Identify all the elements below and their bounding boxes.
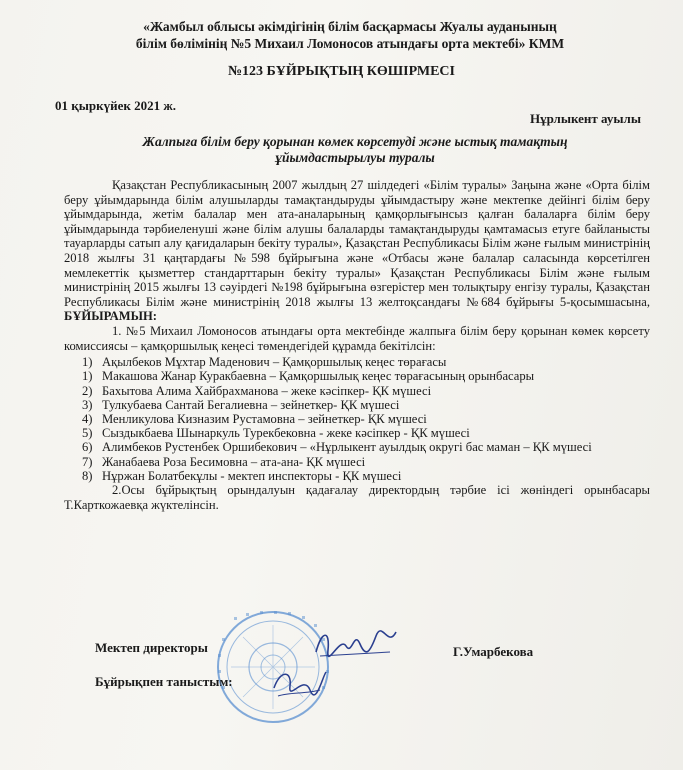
document-date: 01 қыркүйек 2021 ж. bbox=[55, 98, 177, 113]
point-2: 2.Осы бұйрықтың орындалуын қадағалау директордың тәрбие ісі жөніндегі орынбасары Т.Карткожаевқа жүктелінсін. bbox=[64, 482, 650, 512]
member-number: 3) bbox=[82, 397, 93, 412]
commission-members-list bbox=[64, 355, 650, 483]
org-line-2: білім бөлімінің №5 Михаил Ломоносов атындағы орта мектебі» КММ bbox=[135, 36, 565, 51]
document-body bbox=[64, 178, 650, 512]
document-title: №123 БҰЙРЫҚТЫҢ КӨШІРМЕСІ bbox=[227, 64, 455, 79]
director-signature bbox=[310, 622, 400, 666]
member-item bbox=[64, 369, 650, 383]
member-item bbox=[64, 455, 650, 469]
preamble-paragraph bbox=[64, 178, 650, 324]
member-number: 1) bbox=[82, 355, 93, 370]
member-text: Тулкубаева Сантай Бегалиевна – зейнеткер- ҚК мүшесі bbox=[102, 397, 400, 412]
subject-line-2: ұйымдастырылуы туралы bbox=[275, 150, 435, 165]
member-item bbox=[64, 426, 650, 440]
member-text: Менликулова Кизназим Рустамовна – зейнеткер- ҚК мүшесі bbox=[102, 411, 427, 426]
member-number: 2) bbox=[82, 383, 93, 398]
member-text: Сыздыкбаева Шынаркуль Турекбековна - жеке кәсіпкер - ҚК мүшесі bbox=[102, 426, 470, 441]
director-name: Г.Умарбекова bbox=[453, 644, 534, 659]
member-text: Алимбеков Рустенбек Оршибекович – «Нұрлыкент ауылдық округі бас маман – ҚК мүшесі bbox=[102, 440, 592, 455]
organization-header bbox=[70, 18, 630, 52]
document-place: Нұрлыкент ауылы bbox=[530, 111, 641, 126]
director-label: Мектеп директоры bbox=[95, 640, 208, 655]
member-number: 6) bbox=[82, 440, 93, 455]
document-subject bbox=[70, 134, 640, 166]
member-text: Макашова Жанар Куракбаевна – Қамқоршылық кеңес төрағасының орынбасары bbox=[102, 369, 535, 384]
subject-line-1: Жалпыға білім беру қорынан көмек көрсетуді және ыстық тамақтың bbox=[142, 134, 568, 149]
order-word: БҰЙЫРАМЫН: bbox=[64, 309, 158, 324]
member-number: 4) bbox=[82, 411, 93, 426]
member-item bbox=[64, 469, 650, 483]
member-number: 1) bbox=[82, 369, 93, 384]
member-item bbox=[64, 412, 650, 426]
acknowledgment-label: Бұйрықпен таныстым: bbox=[95, 674, 233, 689]
preamble-text: Қазақстан Республикасының 2007 жылдың 27 шілдедегі «Білім туралы» Заңына және «Орта білім беру ұйымдарында білім алушыларды тамақтандыруды ұйымдастыру және мектепке дейінгі білім беру ұйымдарында, жетім балалар мен ата-аналарының қамқорлығынсыз қалған балаларға білім беру ұйымдарында тәрбиеленушi және білім алушы балаларды тамақтандыруды қамтамасыз етуге байланысты тауарларды сатып алу қағидаларын бекіту туралы», Қазақстан Республикасы Білім және ғылым министрінің 2018 жылғы 31 қаңтардағы №598 бұйрығына және «Отбасы және балалар саласында көрсетілген мемлекеттік қызметтер стандарттарын бекіту туралы» Қазақстан Республикасы Білім және ғылым министрінің 2015 жылғы 13 сәуірдегі №198 бұйрығына өзгерістер мен толықтыру енгізу туралы, Қазақстан Республикасы Білім және министрінің 2018 жылғы 13 желтоқсандағы №684 бұйрығы 5-қосымшасына, bbox=[64, 178, 650, 309]
member-text: Бахытова Алима Хайбрахманова – жеке кәсіпкер- ҚК мүшесі bbox=[102, 383, 432, 398]
member-text: Ақылбеков Мұхтар Маденович – Қамқоршылық кеңес төрағасы bbox=[102, 355, 447, 370]
acknowledgment-signature bbox=[270, 664, 330, 704]
member-item bbox=[64, 384, 650, 398]
member-item bbox=[64, 440, 650, 454]
member-item bbox=[64, 355, 650, 369]
member-item bbox=[64, 398, 650, 412]
member-number: 7) bbox=[82, 454, 93, 469]
member-text: Нұржан Болатбекұлы - мектеп инспекторы - ҚК мүшесі bbox=[102, 468, 402, 483]
member-text: Жанабаева Роза Бесимовна – ата-ана- ҚК мүшесі bbox=[102, 454, 366, 469]
org-line-1: «Жамбыл облысы әкімдігінің білім басқармасы Жуалы ауданының bbox=[143, 19, 557, 34]
point-1: 1. №5 Михаил Ломоносов атындағы орта мектебінде жалпыға білім беру қорынан көмек көрсету комиссиясы – қамқоршылық кеңесі төмендегідей құрамда бекітілсін: bbox=[64, 323, 650, 353]
member-number: 5) bbox=[82, 426, 93, 441]
member-number: 8) bbox=[82, 468, 93, 483]
